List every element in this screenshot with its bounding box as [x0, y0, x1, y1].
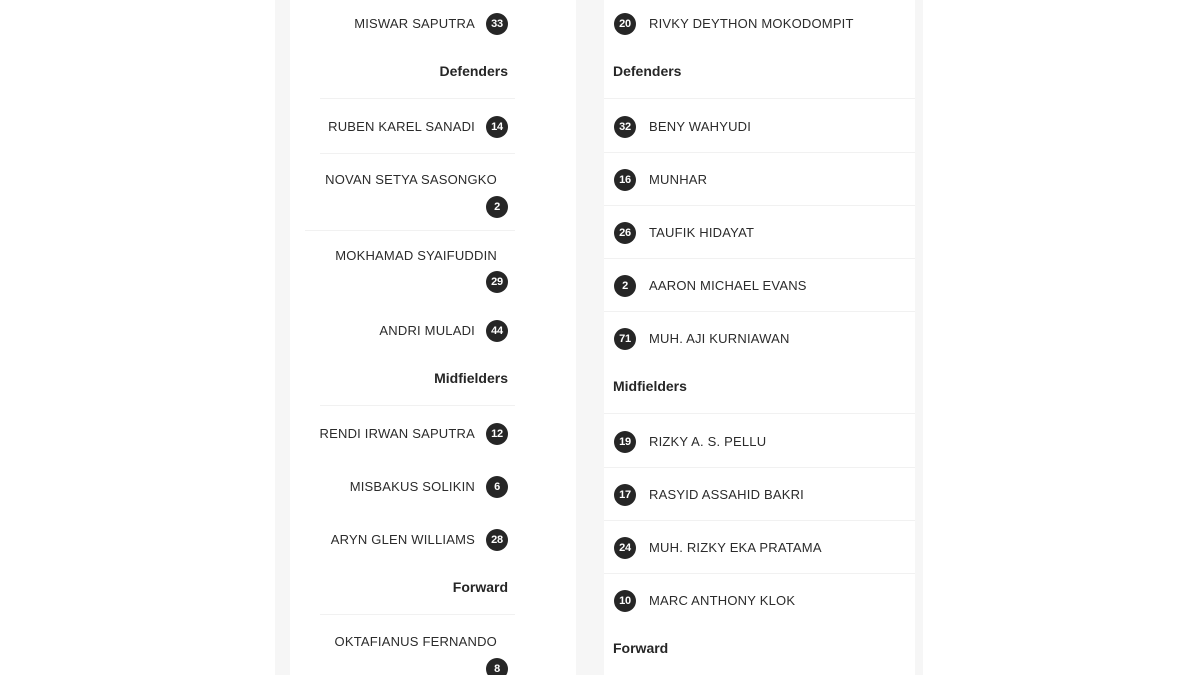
player-row[interactable]: [604, 522, 915, 572]
player-name: RIVKY DEYTHON MOKODOMPIT: [649, 16, 854, 31]
player-name: MISBAKUS SOLIKIN: [349, 479, 475, 494]
player-number-badge: 20: [614, 13, 636, 35]
player-row[interactable]: [604, 154, 915, 204]
divider: [604, 258, 915, 259]
player-number-badge: 12: [486, 423, 508, 445]
player-row[interactable]: [290, 410, 576, 460]
player-name: RUBEN KAREL SANADI: [328, 119, 475, 134]
player-number-badge: 19: [614, 431, 636, 453]
player-number-badge: 24: [614, 537, 636, 559]
divider: [604, 467, 915, 468]
divider: [305, 230, 515, 231]
player-name: MARC ANTHONY KLOK: [649, 593, 796, 608]
column-gutter: [576, 0, 604, 675]
player-number-badge: 8: [486, 658, 508, 675]
player-row[interactable]: [290, 158, 576, 228]
player-row[interactable]: [290, 463, 576, 513]
player-name: MISWAR SAPUTRA: [354, 16, 475, 31]
divider: [320, 153, 515, 154]
section-heading-forward: Forward: [613, 640, 669, 656]
player-name: MUH. AJI KURNIAWAN: [649, 331, 790, 346]
player-number-badge: 2: [614, 275, 636, 297]
player-number-badge: 26: [614, 222, 636, 244]
divider: [604, 98, 915, 99]
player-number-badge: 33: [486, 13, 508, 35]
player-row[interactable]: [290, 103, 576, 153]
divider: [604, 573, 915, 574]
section-heading-defenders: Defenders: [439, 63, 508, 79]
player-number-badge: 2: [486, 196, 508, 218]
section-heading-defenders: Defenders: [613, 63, 682, 79]
divider: [604, 311, 915, 312]
player-row[interactable]: [604, 575, 915, 625]
section-heading-forward: Forward: [452, 579, 508, 595]
player-number-badge: 10: [614, 590, 636, 612]
divider: [320, 98, 515, 99]
section-heading-midfielders: Midfielders: [613, 378, 687, 394]
player-row[interactable]: [290, 620, 576, 675]
divider: [604, 152, 915, 153]
divider: [604, 205, 915, 206]
page-gutter-right: [915, 0, 923, 675]
player-name: AARON MICHAEL EVANS: [649, 278, 807, 293]
player-name: RASYID ASSAHID BAKRI: [649, 487, 804, 502]
divider: [604, 413, 915, 414]
player-name: MOKHAMAD SYAIFUDDIN: [335, 248, 497, 263]
player-name: BENY WAHYUDI: [649, 119, 752, 134]
player-row[interactable]: [290, 234, 576, 304]
player-number-badge: 32: [614, 116, 636, 138]
player-row[interactable]: [290, 0, 576, 48]
section-heading-midfielders: Midfielders: [434, 370, 508, 386]
player-name: ANDRI MULADI: [379, 323, 475, 338]
player-row[interactable]: [604, 260, 915, 310]
player-row[interactable]: [604, 313, 915, 363]
page-gutter-left: [275, 0, 290, 675]
player-number-badge: 28: [486, 529, 508, 551]
player-number-badge: 44: [486, 320, 508, 342]
player-name: MUNHAR: [649, 172, 708, 187]
player-row[interactable]: [604, 101, 915, 151]
away-lineup-column: [604, 0, 915, 675]
divider: [320, 614, 515, 615]
home-lineup-column: [290, 0, 576, 675]
player-number-badge: 71: [614, 328, 636, 350]
player-row[interactable]: [604, 207, 915, 257]
player-name: RIZKY A. S. PELLU: [649, 434, 767, 449]
player-name: TAUFIK HIDAYAT: [649, 225, 755, 240]
player-name: NOVAN SETYA SASONGKO: [325, 172, 497, 187]
player-row[interactable]: [604, 469, 915, 519]
player-name: MUH. RIZKY EKA PRATAMA: [649, 540, 822, 555]
player-number-badge: 6: [486, 476, 508, 498]
player-name: OKTAFIANUS FERNANDO: [334, 634, 497, 649]
divider: [320, 405, 515, 406]
player-name: RENDI IRWAN SAPUTRA: [319, 426, 475, 441]
player-row[interactable]: [290, 306, 576, 356]
player-number-badge: 16: [614, 169, 636, 191]
divider: [604, 520, 915, 521]
player-row[interactable]: [604, 0, 915, 48]
player-number-badge: 29: [486, 271, 508, 293]
player-number-badge: 14: [486, 116, 508, 138]
player-row[interactable]: [290, 516, 576, 566]
player-row[interactable]: [604, 416, 915, 466]
player-number-badge: 17: [614, 484, 636, 506]
player-name: ARYN GLEN WILLIAMS: [330, 532, 475, 547]
